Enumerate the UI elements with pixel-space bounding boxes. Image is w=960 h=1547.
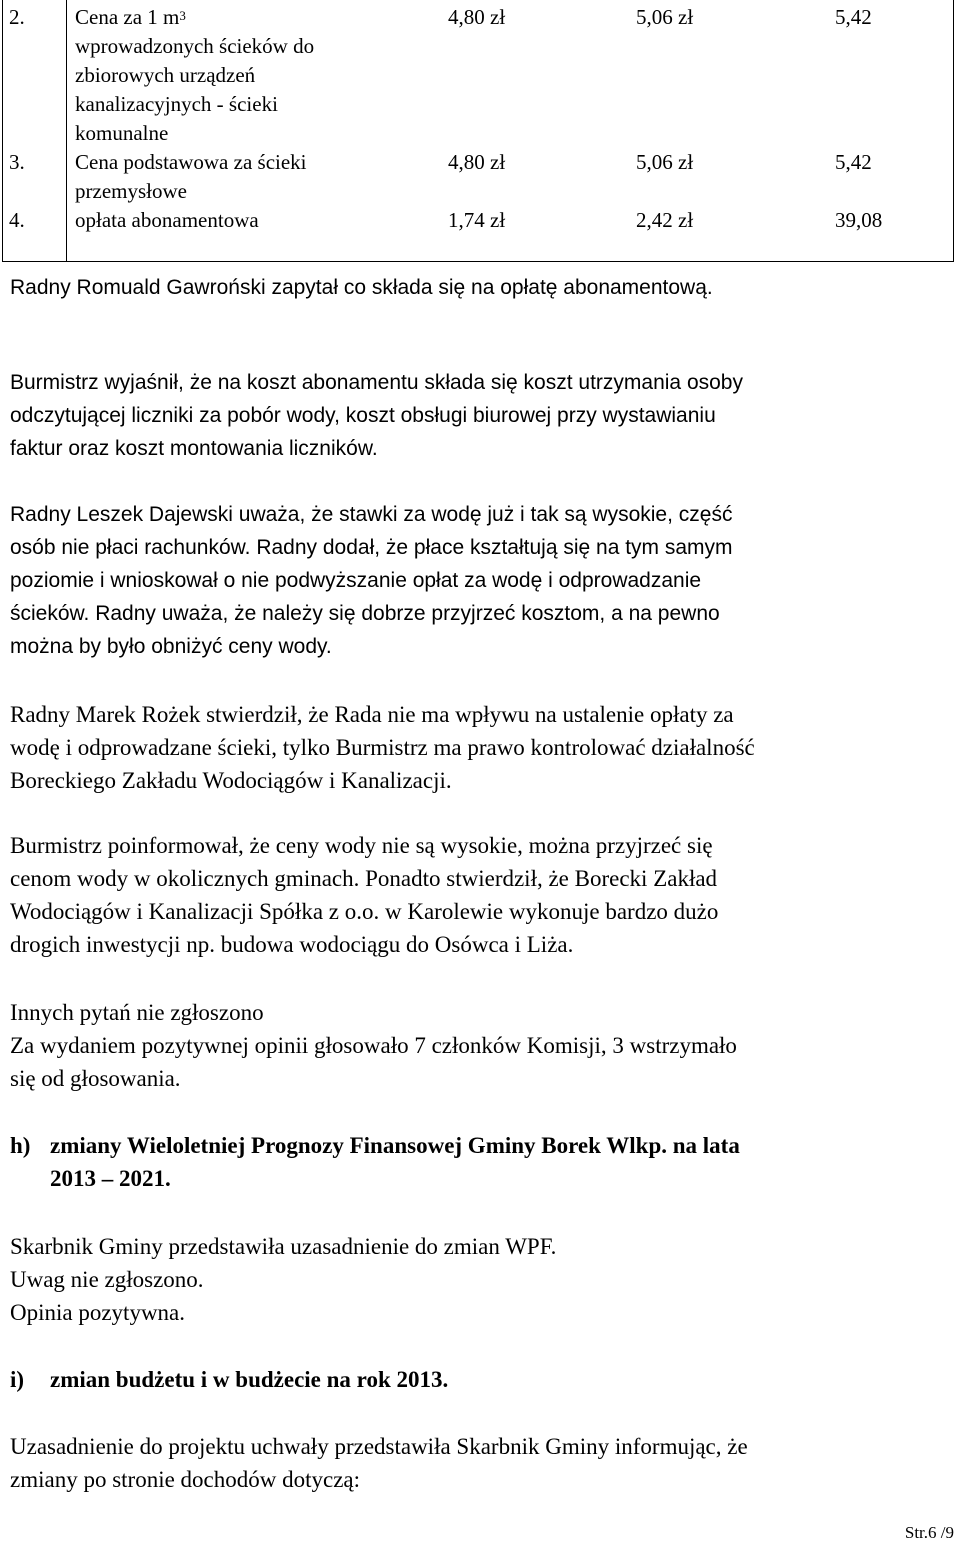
row-description-line: Cena podstawowa za ścieki <box>75 150 307 174</box>
paragraph-budget: Uzasadnienie do projektu uchwały przedstawiła Skarbnik Gminy informując, że zmiany po stronie dochodów dotyczą: <box>10 1434 748 1492</box>
value-cell: 39,08 <box>835 208 883 232</box>
heading-text: 2013 – 2021. <box>50 1166 171 1191</box>
value-cell: 5,42 <box>835 5 872 29</box>
heading-text: zmiany Wieloletniej Prognozy Finansowej Gminy Borek Wlkp. na lata <box>50 1133 740 1158</box>
heading-label: i) <box>10 1367 25 1392</box>
section-heading-i <box>10 1363 448 1396</box>
row-description-line: zbiorowych urządzeń <box>75 63 256 87</box>
row-number: 4. <box>9 208 25 232</box>
value-cell: 4,80 zł <box>448 150 506 174</box>
paragraph-burmistrz-info: Burmistrz poinformował, że ceny wody nie są wysokie, można przyjrzeć się cenom wody w okolicznych gminach. Ponadto stwierdził, że Borecki Zakład Wodociągów i Kanalizacji Spółka z o.o. w Karolewie wykonuje bardzo dużo drogich inwestycji np. budowa wodociągu do Osówca i Liża. <box>10 833 719 957</box>
row-number: 2. <box>9 5 25 29</box>
value-cell: 2,42 zł <box>636 208 694 232</box>
row-number: 3. <box>9 150 25 174</box>
paragraph-vote: Innych pytań nie zgłoszono Za wydaniem pozytywnej opinii głosowało 7 członków Komisji, 3 wstrzymało się od głosowania. <box>10 1000 737 1091</box>
row-description-line: kanalizacyjnych - ścieki <box>75 92 278 116</box>
row-description-line: Cena za 1 $m^3$ <box>75 5 186 29</box>
table-column-divider <box>66 0 67 261</box>
paragraph-burmistrz-explanation: Burmistrz wyjaśnił, że na koszt abonamentu składa się koszt utrzymania osoby odczytującej liczniki za pobór wody, koszt obsługi biurowej przy wystawianiu faktur oraz koszt montowania liczników. <box>10 371 743 460</box>
paragraph-dajewski: Radny Leszek Dajewski uważa, że stawki za wodę już i tak są wysokie, część osób nie płaci rachunków. Radny dodał, że płace kształtują się na tym samym poziomie i wnioskował o nie podwyższanie opłat za wodę i odprowadzanie ścieków. Radny uważa, że należy się dobrze przyjrzeć kosztom, a na pewno można by było obniżyć ceny wody. <box>10 503 733 658</box>
paragraph-wpf: Skarbnik Gminy przedstawiła uzasadnienie do zmian WPF. Uwag nie zgłoszono. Opinia pozytywna. <box>10 1234 557 1325</box>
tariff-table <box>2 0 954 262</box>
value-cell: 5,42 <box>835 150 872 174</box>
paragraph-gawronski: Radny Romuald Gawroński zapytał co składa się na opłatę abonamentową. <box>10 276 713 299</box>
row-description-line: przemysłowe <box>75 179 187 203</box>
row-description-line: opłata abonamentowa <box>75 208 259 232</box>
value-cell: 5,06 zł <box>636 5 694 29</box>
row-description-line: wprowadzonych ścieków do <box>75 34 315 58</box>
superscript: 3 <box>179 8 186 23</box>
section-heading-h <box>10 1129 740 1195</box>
row-description-line: komunalne <box>75 121 169 145</box>
value-cell: 4,80 zł <box>448 5 506 29</box>
heading-text: zmian budżetu i w budżecie na rok 2013. <box>50 1367 449 1392</box>
page-number: Str.6 /9 <box>904 1523 954 1542</box>
paragraph-rozek: Radny Marek Rożek stwierdził, że Rada nie ma wpływu na ustalenie opłaty za wodę i odprowadzane ścieki, tylko Burmistrz ma prawo kontrolować działalność Boreckiego Zakładu Wodociągów i Kanalizacji. <box>10 702 755 793</box>
heading-label: h) <box>10 1133 31 1158</box>
value-cell: 5,06 zł <box>636 150 694 174</box>
value-cell: 1,74 zł <box>448 208 506 232</box>
